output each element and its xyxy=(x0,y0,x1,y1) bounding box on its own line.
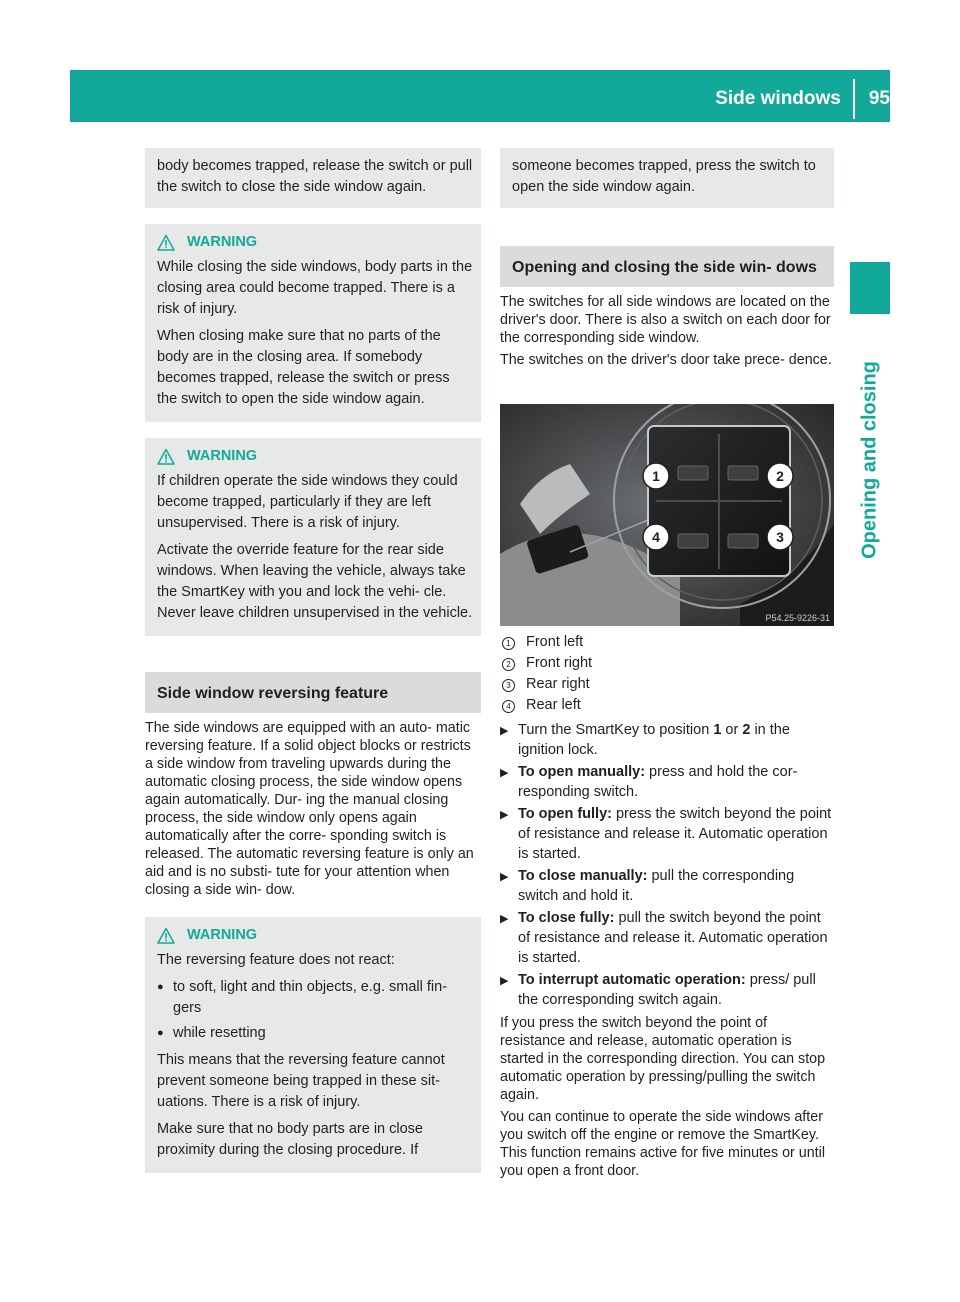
right-column-lower xyxy=(500,632,834,1180)
page-number: 95 xyxy=(868,88,890,109)
callout-4: 4 xyxy=(652,529,660,545)
door-switch-photo xyxy=(500,404,834,626)
intro-paragraph: The switches for all side windows are located on the driver's door. There is also a switch on each door for the corresponding side window. xyxy=(500,294,831,346)
arrow-icon: ▶ xyxy=(500,975,509,987)
step-item: ▶ To open manually: press and hold the cor- responding switch. xyxy=(500,764,798,800)
callout-2: 2 xyxy=(776,468,784,484)
warning-text: Make sure that no body parts are in close proximity during the closing procedure. If xyxy=(157,1121,423,1158)
warning-heading xyxy=(157,925,473,946)
arrow-icon: ▶ xyxy=(500,767,509,779)
warning-label: WARNING xyxy=(187,927,258,943)
right-column xyxy=(500,148,834,369)
continued-text: someone becomes trapped, press the switch to open the side window again. xyxy=(512,158,816,195)
section-body: The side windows are equipped with an auto- matic reversing feature. If a solid object blocks or restricts a side window from traveling upwards during the automatic closing process, the side window opens again automatically. Dur- ing the manual closing process, the side window only opens again automatically after the corre- sponding switch is released. The automatic reversing feature is only an aid and is no substi- tute for your attention when closing a side win- dow. xyxy=(145,720,474,898)
side-tab-marker xyxy=(850,262,890,314)
chapter-label: Opening and closing xyxy=(858,361,881,559)
body-paragraph: If you press the switch beyond the point of resistance and release, automatic operation is started in the corresponding direction. You can stop automatic operation by pressing/pulling the switch again. xyxy=(500,1015,826,1103)
list-item: ● to soft, light and thin objects, e.g. small fin- gers xyxy=(157,977,473,1019)
list-item: ● while resetting xyxy=(157,1023,473,1044)
legend xyxy=(500,632,834,716)
warning-triangle-icon xyxy=(157,448,175,466)
legend-item: 2 Front right xyxy=(500,653,834,674)
continued-warning-box xyxy=(145,148,481,208)
section-heading: Side window reversing feature xyxy=(145,672,481,713)
arrow-icon: ▶ xyxy=(500,871,509,883)
intro-paragraph: The switches on the driver's door take prece- dence. xyxy=(500,352,832,368)
section-title: Side windows xyxy=(715,88,841,109)
warning-text: Activate the override feature for the rear side windows. When leaving the vehicle, always take the SmartKey with you and lock the vehi- cle. Never leave children unsupervised in the vehicle. xyxy=(157,542,473,621)
warning-triangle-icon xyxy=(157,927,175,945)
warning-label: WARNING xyxy=(187,234,258,250)
warning-text: If children operate the side windows they could become trapped, particularly if they are left unsupervised. There is a risk of injury. xyxy=(157,473,458,531)
legend-item: 4 Rear left xyxy=(500,695,834,716)
warning-heading xyxy=(157,232,473,253)
continued-warning-box xyxy=(500,148,834,208)
warning-box-1 xyxy=(145,224,481,422)
continued-text: body becomes trapped, release the switch or pull the switch to close the side window again. xyxy=(157,158,473,195)
body-paragraph: You can continue to operate the side windows after you switch off the engine or remove the SmartKey. This function remains active for five minutes or until you open a front door. xyxy=(500,1109,825,1179)
step-item: ▶ Turn the SmartKey to position 1 or 2 in the ignition lock. xyxy=(500,722,790,758)
step-list xyxy=(500,720,834,1010)
callout-3: 3 xyxy=(776,529,784,545)
header xyxy=(715,84,890,114)
header-divider xyxy=(853,79,855,119)
warning-triangle-icon xyxy=(157,234,175,252)
callout-1: 1 xyxy=(652,468,660,484)
bullet-icon: ● xyxy=(157,981,164,993)
warning-heading xyxy=(157,446,473,467)
step-item: ▶ To interrupt automatic operation: press/ pull the corresponding switch again. xyxy=(500,972,816,1008)
legend-item: 3 Rear right xyxy=(500,674,834,695)
warning-box-3 xyxy=(145,917,481,1173)
step-item: ▶ To close fully: pull the switch beyond the point of resistance and release it. Automatic operation is started. xyxy=(500,910,828,966)
warning-text: This means that the reversing feature cannot prevent someone being trapped in these sit- uations. There is a risk of injury. xyxy=(157,1052,445,1110)
legend-item: 1 Front left xyxy=(500,632,834,653)
step-item: ▶ To open fully: press the switch beyond the point of resistance and release it. Automatic operation is started. xyxy=(500,806,832,862)
warning-text: While closing the side windows, body parts in the closing area could become trapped. There is a risk of injury. xyxy=(157,259,473,317)
warning-box-2 xyxy=(145,438,481,636)
warning-text: When closing make sure that no parts of the body are in the closing area. If somebody becomes trapped, release the switch or press the switch to open the side window again. xyxy=(157,328,450,407)
warning-text: The reversing feature does not react: xyxy=(157,952,395,968)
arrow-icon: ▶ xyxy=(500,809,509,821)
image-code: P54.25-9226-31 xyxy=(765,613,830,623)
bullet-icon: ● xyxy=(157,1027,164,1039)
warning-label: WARNING xyxy=(187,448,258,464)
left-column xyxy=(145,148,481,1173)
section-heading: Opening and closing the side win- dows xyxy=(500,246,834,287)
arrow-icon: ▶ xyxy=(500,725,509,737)
arrow-icon: ▶ xyxy=(500,913,509,925)
step-item: ▶ To close manually: pull the corresponding switch and hold it. xyxy=(500,868,795,904)
